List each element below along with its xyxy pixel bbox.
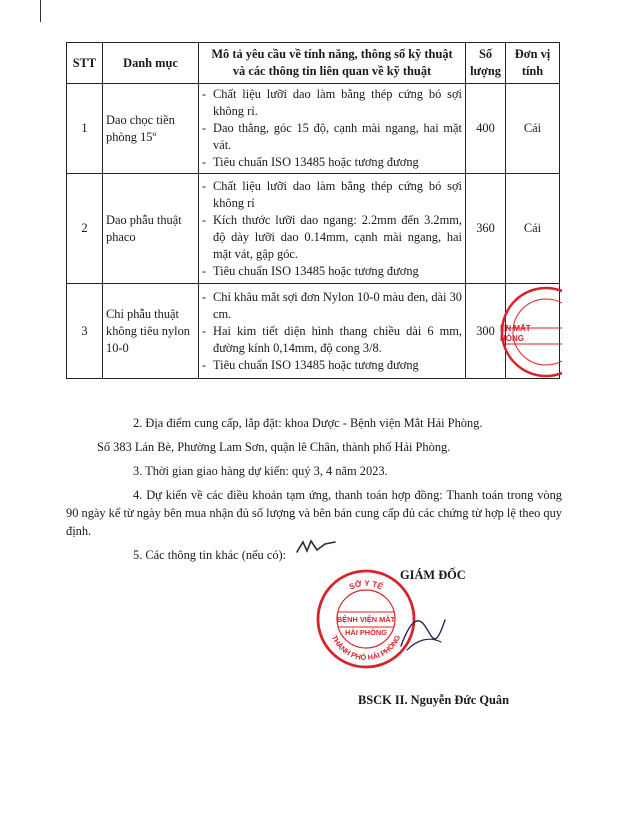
handwritten-mark-icon bbox=[295, 536, 337, 558]
requirement-item: - Tiêu chuẩn ISO 13485 hoặc tương đương bbox=[202, 357, 462, 374]
header-unit bbox=[506, 43, 560, 84]
seal-ring-top: SỞ Y TẾ bbox=[347, 578, 385, 592]
header-quantity bbox=[466, 43, 506, 84]
requirement-item: - Chỉ khâu mắt sợi đơn Nylon 10-0 màu đen, dài 30 cm. bbox=[202, 289, 462, 323]
row-item-name: Chỉ phẫu thuật không tiêu nylon 10-0 bbox=[103, 284, 199, 379]
requirement-item: - Hai kim tiết diện hình thang chiều dài 6 mm, đường kính 0,14mm, độ cong 3/8. bbox=[202, 323, 462, 357]
header-description-line2: và các thông tin liên quan về kỹ thuật bbox=[232, 64, 432, 78]
header-unit-line1: Đơn vị bbox=[514, 47, 551, 61]
row-stt: 1 bbox=[67, 84, 103, 174]
payment-terms: 4. Dự kiến về các điều khoản tạm ứng, thanh toán hợp đồng: Thanh toán trong vòng 90 ngày kể từ ngày bên mua nhận đủ số lượng và bên bán cung cấp đủ các chứng từ hợp lệ theo quy định. bbox=[66, 488, 562, 538]
delivery-location: 2. Địa điểm cung cấp, lắp đặt: khoa Dược - Bệnh viện Mắt Hải Phòng. bbox=[133, 416, 483, 430]
signature-scribble bbox=[395, 606, 451, 658]
requirement-item: - Dao thẳng, góc 15 độ, cạnh mài ngang, hai mặt vát. bbox=[202, 120, 462, 154]
row-unit: Cái bbox=[506, 174, 560, 284]
seal-center-line1: BỆNH VIỆN MẮT bbox=[336, 615, 396, 624]
table-row bbox=[67, 84, 560, 174]
signature-title: GIÁM ĐỐC bbox=[400, 568, 466, 582]
table-header-row bbox=[67, 43, 560, 84]
requirement-item: - Kích thước lưỡi dao ngang: 2.2mm đến 3.2mm, độ dày lưỡi dao 0.14mm, cạnh mài ngang, hai mặt vát, gập góc. bbox=[202, 212, 462, 263]
partial-seal-text-1: ỆN MẮT bbox=[500, 324, 531, 333]
signatory-name: BSCK II. Nguyễn Đức Quân bbox=[358, 693, 509, 707]
table-row bbox=[67, 174, 560, 284]
equipment-spec-table bbox=[66, 42, 560, 379]
row-quantity: 300 bbox=[466, 284, 506, 379]
partial-seal-text-2: HÒNG bbox=[500, 334, 524, 343]
other-info: 5. Các thông tin khác (nếu có): bbox=[133, 548, 287, 562]
margin-rule bbox=[40, 0, 41, 22]
requirement-item: - Tiêu chuẩn ISO 13485 hoặc tương đương bbox=[202, 154, 462, 171]
header-description bbox=[199, 43, 466, 84]
partial-seal-stamp bbox=[498, 284, 562, 380]
header-stt: STT bbox=[67, 43, 103, 84]
row-stt: 2 bbox=[67, 174, 103, 284]
table-row bbox=[67, 284, 560, 379]
header-description-line1: Mô tả yêu cầu về tính năng, thông số kỹ thuật bbox=[211, 47, 453, 61]
delivery-address: Số 383 Lán Bè, Phường Lam Sơn, quận lê Chân, thành phố Hải Phòng. bbox=[97, 440, 451, 454]
seal-center-line2: HẢI PHÒNG bbox=[345, 628, 387, 637]
row-item-name: Dao chọc tiền phòng 15º bbox=[103, 84, 199, 174]
requirement-item: - Chất liệu lưỡi dao làm bằng thép cứng bó sợi không rỉ bbox=[202, 178, 462, 212]
row-quantity: 360 bbox=[466, 174, 506, 284]
delivery-time: 3. Thời gian giao hàng dự kiến: quý 3, 4 năm 2023. bbox=[133, 464, 388, 478]
header-name: Danh mục bbox=[103, 43, 199, 84]
row-item-name: Dao phẫu thuật phaco bbox=[103, 174, 199, 284]
row-requirements bbox=[199, 174, 466, 284]
row-quantity: 400 bbox=[466, 84, 506, 174]
header-quantity-line2: lượng bbox=[470, 64, 501, 78]
row-stt: 3 bbox=[67, 284, 103, 379]
row-unit: Cái bbox=[506, 84, 560, 174]
header-quantity-line1: Số bbox=[478, 47, 493, 61]
row-requirements bbox=[199, 284, 466, 379]
row-requirements bbox=[199, 84, 466, 174]
requirement-item: - Chất liệu lưỡi dao làm bằng thép cứng bó sợi không rỉ. bbox=[202, 86, 462, 120]
requirement-item: - Tiêu chuẩn ISO 13485 hoặc tương đương bbox=[202, 263, 462, 280]
seal-ring-bottom: THÀNH PHỐ HẢI PHÒNG bbox=[329, 633, 403, 663]
header-unit-line2: tính bbox=[521, 64, 544, 78]
